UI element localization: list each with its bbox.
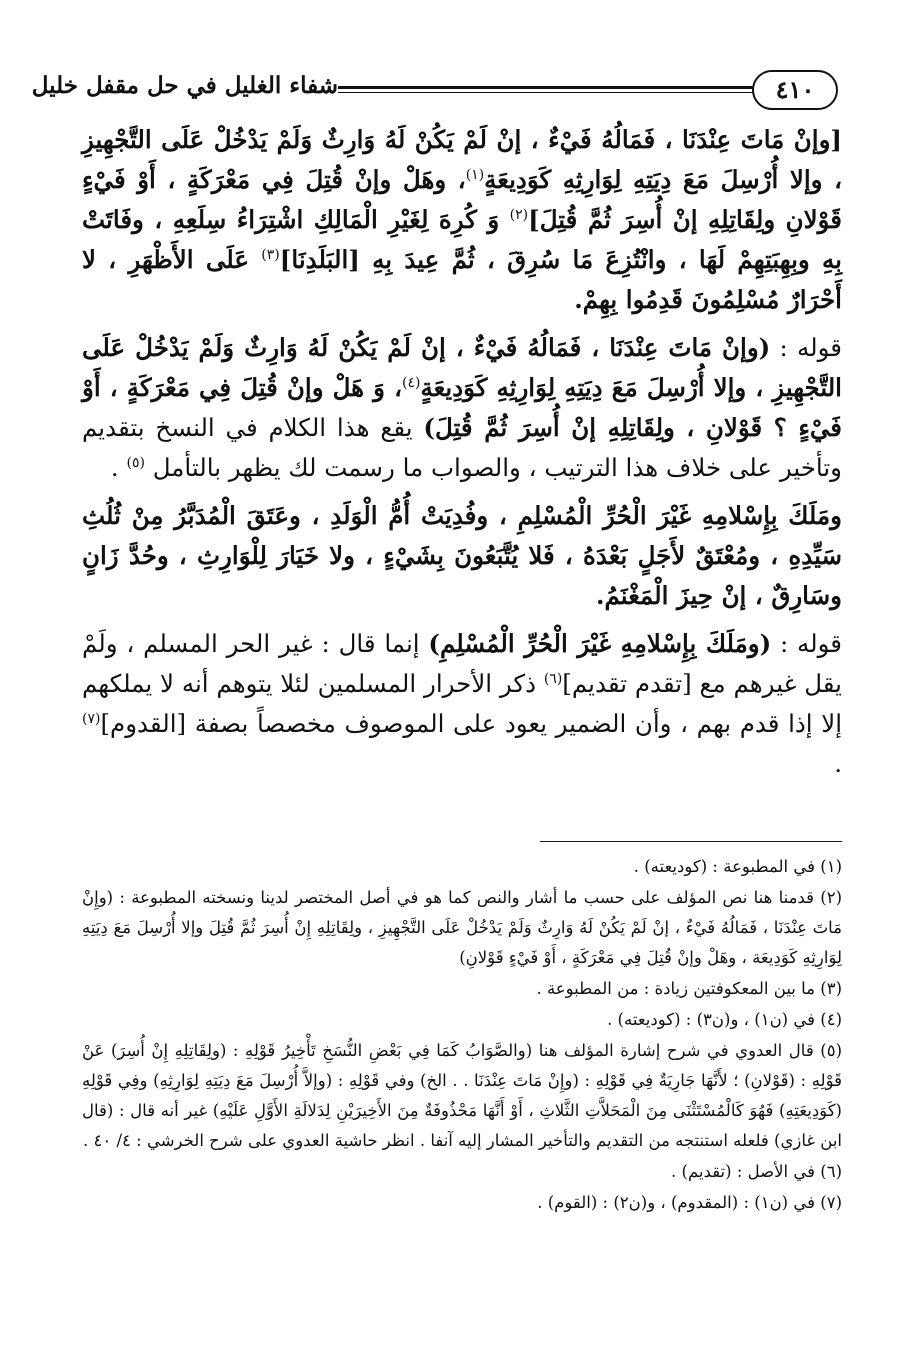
commentary-text: قوله : [770, 333, 842, 362]
footnote-ref: (١) [465, 166, 485, 183]
commentary-text: يقع هذا الكلام في النسخ بتقديم وتأخير على خلاف هذا الترتيب ، والصواب ما رسمت لك يظهر بالتأمل [82, 413, 842, 482]
paragraph [82, 120, 842, 320]
matn-text: (وإنْ مَاتَ عِنْدَنَا ، فَمَالُهُ فَيْءٌ ، إنْ لَمْ يَكُنْ لَهُ وَارِثٌ وَلَمْ يَدْخُلْ عَلَى التَّجْهِيزِ ، وإلا أُرْسِلَ مَعَ دِيَتِهِ لِوَارِثِهِ كَوَدِيعَةٍ [82, 333, 842, 402]
footnote-4: (٤) في (ن١) ، و(ن٣) : (كوديعته) . [607, 1010, 842, 1029]
matn-text: وَ كُرِهَ لِغَيْرِ الْمَالِكِ اشْتِرَاءُ سِلَعِهِ ، وفَاتَتْ بِهِ وبِهِبَتِهِمْ لَهَا ، وانْتُزِعَ مَا سُرِقَ ، ثُمَّ عِيدَ بِهِ [البَلَدِنَا] [82, 205, 842, 274]
commentary-text: ذكر الأحرار المسلمين لئلا يتوهم أنه لا يملكهم إلا إذا قدم بهم ، وأن الضمير يعود على الموصوف مخصصاً بصفة [القدوم] [82, 669, 842, 738]
page-header [31, 62, 838, 114]
footnote-ref: (٣) [261, 246, 280, 263]
footnote-2: (٢) قدمنا هنا نص المؤلف على حسب ما أشار والنص كما هو في أصل المختصر لدينا ونسخته المطبوعة : (وإِنْ مَاتَ عِنْدَنَا ، فَمَالُهُ فَيْءٌ ، إنْ لَمْ يَكُنْ لَهُ وَارِثٌ وَلَمْ يَدْخُلْ عَلَى التَّجْهِيزِ ، ولِقَاتِلِهِ إِنْ أُسِرَ ثُمَّ قُتِلَ وإلا أُرْسِلَ مَعَ دِيَتِهِ لِوَارِثِهِ كَوَدِيعَة ، وهَلْ وإنْ قُتِلَ فِي مَعْرَكَةٍ ، أَوْ فَيْءٍ قَوْلانِ) [82, 888, 842, 967]
footnote-separator [540, 841, 842, 842]
matn-text: عَلَى الأَظْهَرِ ، لا أَحْرَارٌ مُسْلِمُونَ قَدِمُوا بِهِمْ. [82, 245, 842, 314]
matn-text: ومَلَكَ بِإِسْلامِهِ غَيْرَ الْحُرِّ الْمُسْلِمِ ، وفُدِيَتْ أُمُّ الْوَلَدِ ، وعَتَقَ الْمُدَبَّرُ مِنْ ثُلُثِ سَيِّدِهِ ، ومُعْتَقٌ لأَجَلٍ بَعْدَهُ ، فَلا يُتَّبَعُونَ بِشَيْءٍ ، ولا خَيَارَ لِلْوَارِثِ ، وحُدَّ زَانٍ وسَارِقٌ ، إنْ حِيزَ الْمَغْنَمُ. [82, 501, 842, 610]
matn-text: ، وَ هَلْ وإنْ قُتِلَ فِي مَعْرَكَةٍ ، أَوْ فَيْءٍ ؟ قَوْلانِ ، ولِقَاتِلِهِ إنْ أُسِرَ ثُمَّ قُتِلَ) [82, 373, 842, 442]
paragraph [82, 624, 842, 784]
footnote-ref: (٧) [82, 710, 101, 727]
footnote-ref: (٦) [543, 670, 563, 687]
paragraph [82, 496, 842, 616]
header-rule-thick [338, 86, 758, 89]
footnote-5: (٥) قال العدوي في شرح إشارة المؤلف هنا (والصَّوَابُ كَمَا فِي بَعْضِ النُّسَخِ تَأْخِيرُ قَوْلِهِ : (ولِقَاتِلِهِ إِنْ أُسِرَ) عَنْ قَوْلِهِ : (قَوْلانِ) ؛ لأَنَّهَا جَارِيَةٌ فِي قَوْلِهِ : (وإِنْ مَاتَ عِنْدَنَا . . الخ) وفي قَوْلِهِ : (وإلاَّ أُرْسِلَ مَعَ دِيَتِهِ لِوَارِثِهِ) وفِي قَوْلِهِ (كَوَدِيعَتِهِ) فَهُوَ كَالْمُسْتَثْنَى مِنَ الْمَحَلاَّتِ الثَّلاثِ ، أَوْ أَنَّهَا مَحْذُوفَةٌ مِنَ الأَخِيرَيْنِ لِدَلالَةِ الأَوَّلِ عَلَيْهِ) غير أنه قال : (قال ابن غازي) فلعله استنتجه من التقديم والتأخير المشار إليه آنفا . انظر حاشية العدوي على شرح الخرشي : ٤/ ٤٠ . [82, 1041, 842, 1150]
footnote-ref: (٢) [509, 206, 529, 223]
paragraph [82, 328, 842, 488]
header-rule-thin [338, 92, 758, 93]
commentary-text: . [110, 453, 127, 482]
footnote-ref: (٥) [126, 454, 145, 471]
main-text [82, 120, 842, 792]
page-number: ٤١٠ [752, 70, 838, 110]
running-title: شفاء الغليل في حل مقفل خليل [31, 72, 338, 99]
footnote-7: (٧) في (ن١) : (المقدوم) ، و(ن٢) : (القوم) . [537, 1193, 842, 1212]
commentary-text: . [834, 749, 842, 778]
footnote-ref: (٤) [401, 374, 421, 391]
footnote-6: (٦) في الأصل : (تقديم) . [671, 1162, 842, 1181]
matn-text: [وإنْ مَاتَ عِنْدَنَا ، فَمَالُهُ فَيْءٌ ، إنْ لَمْ يَكُنْ لَهُ وَارِثٌ وَلَمْ يَدْخُلْ عَلَى التَّجْهِيزِ ، وإلا أُرْسِلَ مَعَ دِيَتِهِ لِوَارِثِهِ كَوَدِيعَةٍ [82, 125, 842, 194]
matn-text: (ومَلَكَ بِإِسْلامِهِ غَيْرَ الْحُرِّ الْمُسْلِمِ) [428, 629, 772, 658]
commentary-text: إنما قال : غير الحر المسلم ، ولَمْ يقل غيرهم مع [تقدم تقديم] [82, 629, 842, 698]
footnote-3: (٣) ما بين المعكوفتين زيادة : من المطبوعة . [536, 979, 842, 998]
footnotes [82, 852, 842, 1219]
matn-text: ، وهَلْ وإنْ قُتِلَ فِي مَعْرَكَةٍ ، أَوْ فَيْءٍ قَوْلانِ ولِقَاتِلِهِ إنْ أُسِرَ ثُمَّ قُتِلَ] [82, 165, 842, 234]
footnote-1: (١) في المطبوعة : (كوديعته) . [633, 857, 842, 876]
commentary-text: قوله : [771, 629, 842, 658]
